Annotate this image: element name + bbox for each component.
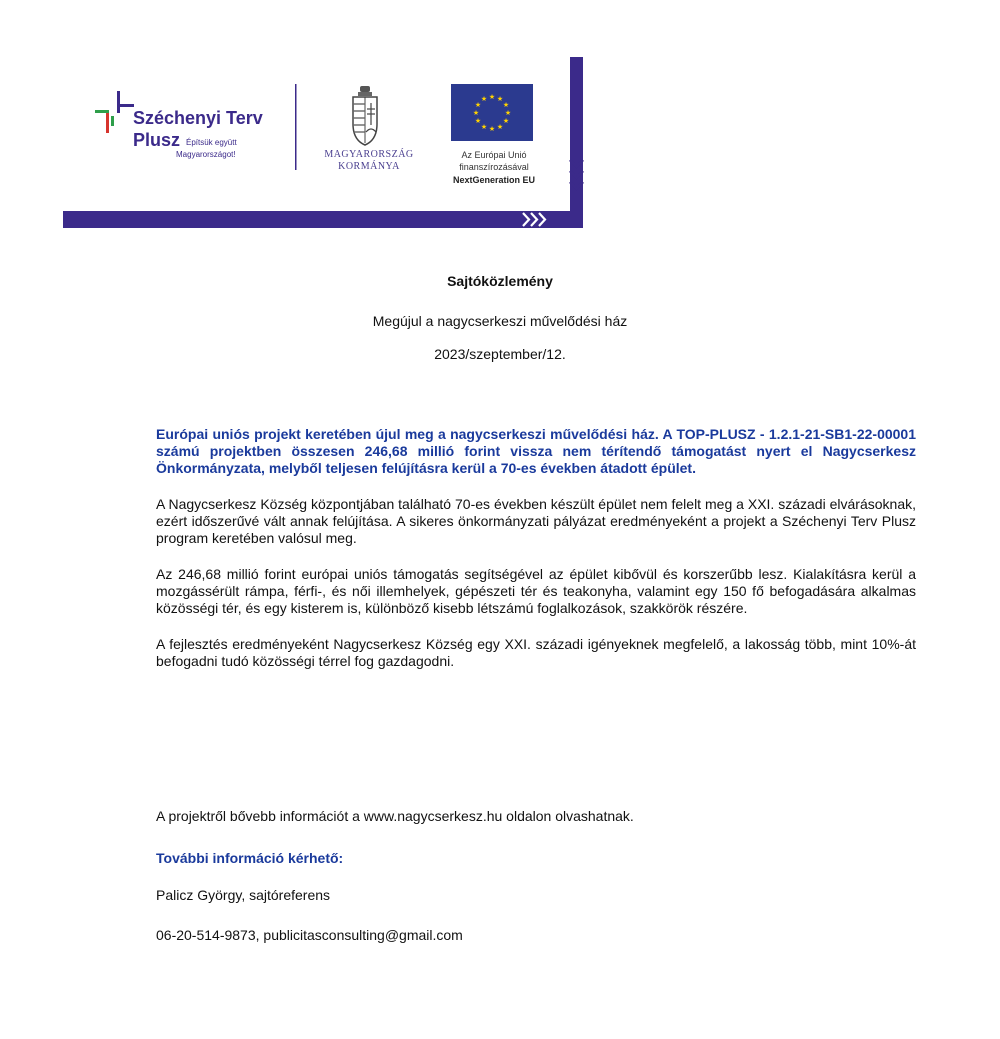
- government-label-1: MAGYARORSZÁG: [324, 149, 414, 160]
- contact-heading: További információ kérhető:: [156, 850, 344, 866]
- szechenyi-brand-name: Széchenyi Terv: [133, 108, 263, 128]
- szechenyi-brand-plus: Plusz: [133, 130, 181, 150]
- document-title: Sajtóközlemény: [447, 273, 553, 289]
- svg-text:★: ★: [480, 123, 488, 131]
- svg-text:★: ★: [504, 109, 512, 117]
- eu-label-2: finanszírozásával: [459, 162, 529, 172]
- more-info-text: A projektről bővebb információt a www.nagycserkesz.hu oldalon olvashatnak.: [156, 808, 634, 824]
- government-label-2: KORMÁNYA: [338, 161, 400, 172]
- svg-text:★: ★: [502, 117, 510, 125]
- document-subtitle: Megújul a nagycserkeszi művelődési ház: [372, 313, 628, 329]
- svg-text:★: ★: [496, 123, 504, 131]
- svg-text:★: ★: [472, 109, 480, 117]
- lead-paragraph: Európai uniós projekt keretében újul meg a nagycserkeszi művelődési ház. A TOP-PLUSZ - 1.2.1-21-SB1-22-00001 számú projektben összesen 246,68 millió forint vissza nem térítendő támogatást nyert el Nagycserkesz Önkormányzata, melyből teljesen felújításra kerül a 70-es években átadott épület.: [156, 426, 916, 476]
- body-paragraph-3: A fejlesztés eredményeként Nagycserkesz Község egy XXI. századi igényeknek megfelelő, a lakosság több, mint 10%-át befogadni tudó közösségi térrel fog gazdagodni.: [156, 636, 916, 669]
- svg-text:★: ★: [488, 93, 496, 101]
- szechenyi-tagline-1: Építsük együtt: [186, 138, 237, 147]
- eu-flag-icon: [451, 84, 533, 141]
- svg-text:★: ★: [474, 101, 482, 109]
- header-bar: [63, 211, 583, 228]
- svg-text:★: ★: [496, 95, 504, 103]
- logo-divider: [295, 84, 297, 170]
- szechenyi-cross-icon: [95, 91, 134, 133]
- contact-details: 06-20-514-9873, publicitasconsulting@gmail.com: [156, 927, 463, 943]
- szechenyi-tagline-2: Magyarországot!: [176, 150, 236, 159]
- contact-name: Palicz György, sajtóreferens: [156, 887, 331, 903]
- header-vertical-bar: [570, 57, 583, 228]
- eu-label-3: NextGeneration EU: [452, 175, 536, 185]
- svg-text:★: ★: [474, 117, 482, 125]
- body-paragraph-1: A Nagycserkesz Község központjában található 70-es években készült épület nem felelt meg a XXI. századi elvárásoknak, ezért időszerűvé vált annak felújítása. A sikeres önkormányzati pályázat eredményeként a projekt a Széchenyi Terv Plusz program keretében valósul meg.: [156, 496, 916, 546]
- document-date: 2023/szeptember/12.: [434, 346, 566, 362]
- svg-text:★: ★: [488, 125, 496, 133]
- coat-of-arms-icon: [353, 86, 377, 145]
- svg-text:★: ★: [502, 101, 510, 109]
- body-paragraph-2: Az 246,68 millió forint európai uniós támogatás segítségével az épület kibővül és korszerűbb lesz. Kialakításra kerül a mozgássérült rámpa, férfi-, és női illemhelyek, gépészeti tér és teakonyha, valamint egy 150 fő befogadására alkalmas közösségi tér, és egy kisterem is, különböző kisebb létszámú foglalkozások, szakkörök részére.: [156, 566, 916, 616]
- document-body: [156, 426, 916, 689]
- eu-label-1: Az Európai Unió: [461, 150, 527, 160]
- svg-text:★: ★: [480, 95, 488, 103]
- header-banner: [0, 0, 1000, 240]
